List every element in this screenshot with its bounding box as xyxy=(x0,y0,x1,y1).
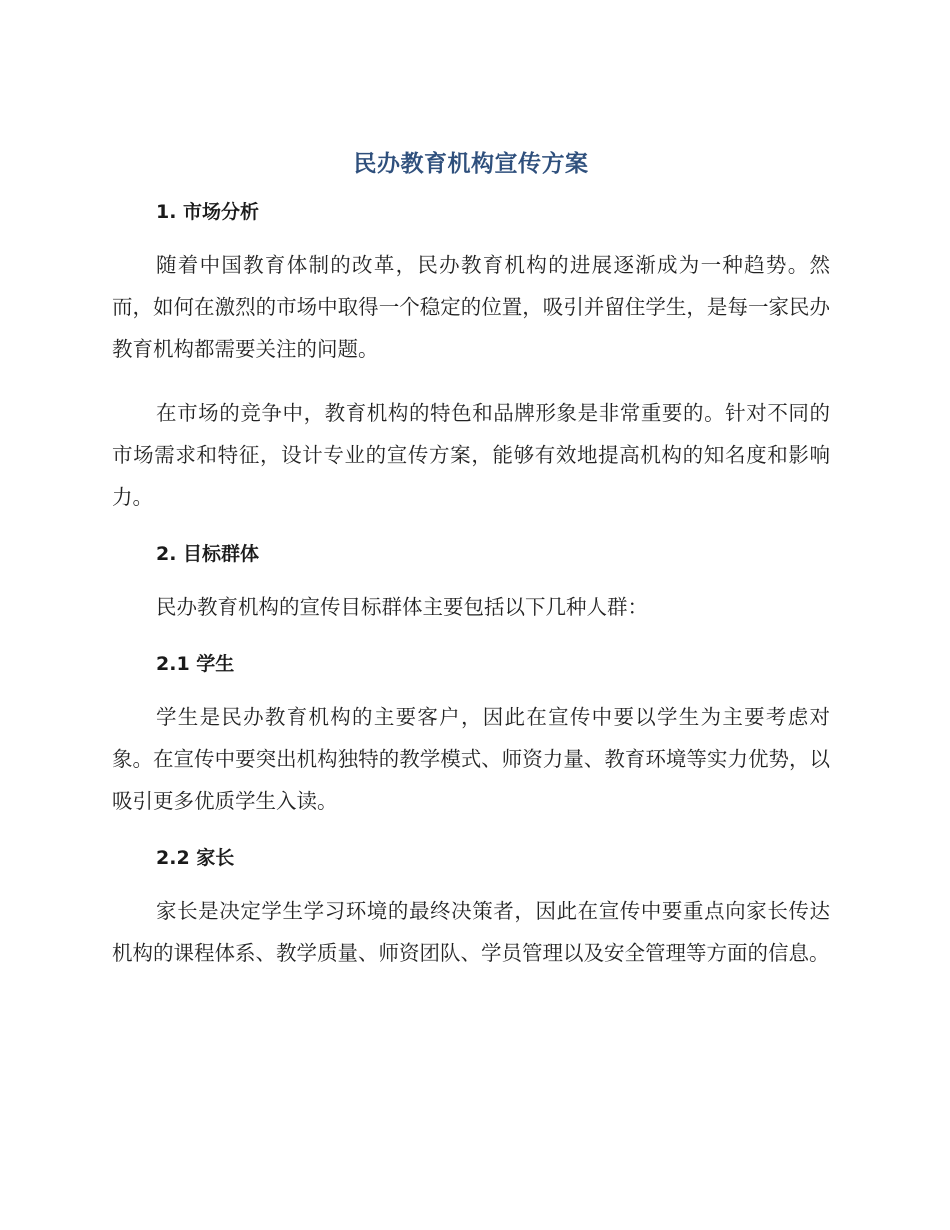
section-heading: 2.2 家长 xyxy=(156,847,235,869)
paragraph: 民办教育机构的宣传目标群体主要包括以下几种人群： xyxy=(156,595,648,619)
paragraph: 在市场的竞争中，教育机构的特色和品牌形象是非常重要的。针对不同的市场需求和特征，设计专业的宣传方案，能够有效地提高机构的知名度和影响力。 xyxy=(112,401,830,509)
paragraph: 家长是决定学生学习环境的最终决策者，因此在宣传中要重点向家长传达机构的课程体系、教学质量、师资团队、学员管理以及安全管理等方面的信息。 xyxy=(112,899,830,965)
section-heading: 1. 市场分析 xyxy=(156,201,260,223)
section-target-groups xyxy=(112,540,830,628)
section-market-analysis xyxy=(112,198,830,518)
section-parents xyxy=(112,844,830,974)
section-heading: 2.1 学生 xyxy=(156,653,235,675)
section-students xyxy=(112,650,830,822)
document-page xyxy=(112,146,830,996)
paragraph: 学生是民办教育机构的主要客户，因此在宣传中要以学生为主要考虑对象。在宣传中要突出机构独特的教学模式、师资力量、教育环境等实力优势，以吸引更多优质学生入读。 xyxy=(112,705,830,813)
paragraph: 随着中国教育体制的改革，民办教育机构的进展逐渐成为一种趋势。然而，如何在激烈的市场中取得一个稳定的位置，吸引并留住学生，是每一家民办教育机构都需要关注的问题。 xyxy=(112,253,830,361)
section-heading: 2. 目标群体 xyxy=(156,543,260,565)
document-title: 民办教育机构宣传方案 xyxy=(353,151,589,177)
